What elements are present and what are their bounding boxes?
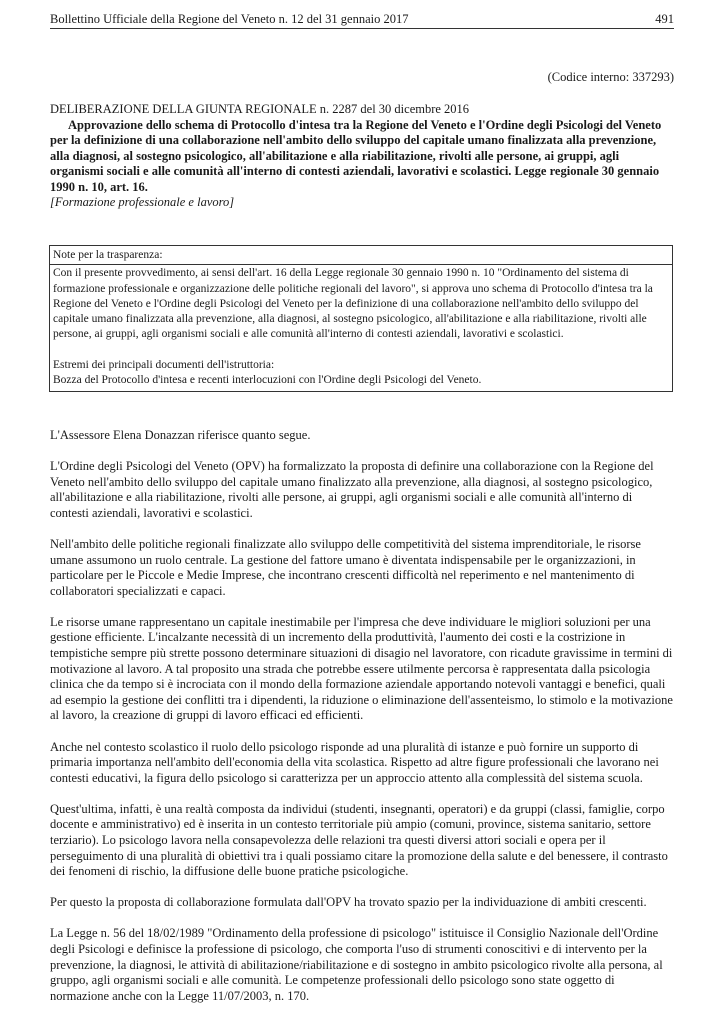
- deliberation-block: [50, 102, 674, 211]
- paragraph: L'Ordine degli Psicologi del Veneto (OPV) ha formalizzato la proposta di definire una collaborazione con la Regione del Veneto nell'ambito dello sviluppo del capitale umano finalizzato alla prevenzione, alla diagnosi, al sostegno psicologico, all'abilitazione e alla riabilitazione, rivolti alle persone, ai gruppi, agli organismi sociali e alle comunità all'interno di contesti aziendali, lavorativi e scolastici.: [50, 459, 654, 520]
- paragraph: Le risorse umane rappresentano un capitale inestimabile per l'impresa che deve individuare le migliori soluzioni per una gestione efficiente. L'incalzante necessità di un incremento della produttività, l'aumento dei costi e la costrizione in tempistiche sempre più strette possono determinare situazioni di disagio nel lavoratore, con ricadute gravissime in termini di motivazione al lavoro. A tal proposito una strada che potrebbe essere utilmente percorsa è rappresentata dalla psicologia clinica che da tempo si è incrociata con il mondo della formazione aziendale apportando notevoli vantaggi e benefici, quali ad esempio la gestione dei conflitti tra i dipendenti, la riduzione o eliminazione dell'assenteismo, lo stimolo e la motivazione al lavoro, la creazione di gruppi di lavoro efficaci ed efficienti.: [50, 614, 673, 723]
- paragraph: Nell'ambito delle politiche regionali finalizzate allo sviluppo delle competitività del sistema imprenditoriale, le risorse umane assumono un ruolo centrale. La gestione del fattore umano è diventata indispensabile per le organizzazioni, in particolare per le Piccole e Medie Imprese, che incontrano crescenti difficoltà nel reperimento e nel mantenimento di collaboratori specializzati e capaci.: [50, 536, 641, 598]
- internal-code: (Codice interno: 337293): [547, 70, 674, 84]
- transparency-notes-text: Con il presente provvedimento, ai sensi dell'art. 16 della Legge regionale 30 gennaio 1990 n. 10 "Ordinamento del sistema di formazione professionale e organizzazione delle politiche regionali del lavoro", si approva uno schema di Protocollo d'intesa tra la Regione del Veneto e l'Ordine degli Psicologi del Veneto per la definizione di una collaborazione nell'ambito dello sviluppo del capitale umano finalizzata alla prevenzione, alla diagnosi, al sostegno psicologico, all'abilitazione e alla riabilitazione, rivolti alle persone, ai gruppi, agli organismi sociali e alle comunità all'interno di contesti aziendali, lavorativi e scolastici.: [53, 267, 653, 341]
- documents-heading: Estremi dei principali documenti dell'istruttoria:: [53, 358, 275, 371]
- paragraph: L'Assessore Elena Donazzan riferisce quanto segue.: [50, 428, 311, 442]
- paragraph: Per questo la proposta di collaborazione formulata dall'OPV ha trovato spazio per la individuazione di ambiti crescenti.: [50, 895, 647, 910]
- transparency-notes-body: [50, 265, 672, 391]
- transparency-notes-heading: Note per la trasparenza:: [50, 246, 672, 265]
- deliberation-title: DELIBERAZIONE DELLA GIUNTA REGIONALE n. 2287 del 30 dicembre 2016: [50, 102, 470, 116]
- bulletin-title: Bollettino Ufficiale della Regione del Veneto n. 12 del 31 gennaio 2017: [50, 12, 409, 26]
- page-header: [50, 10, 674, 29]
- main-text: [50, 428, 674, 1020]
- page-number: 491: [655, 12, 674, 26]
- paragraph: Anche nel contesto scolastico il ruolo dello psicologo risponde ad una pluralità di istanze e può fornire un supporto di primaria importanza nell'ambito dell'economia della vita scolastica. Rispetto ad altre figure professionali che lavorano nei contesti educativi, la figura dello psicologo si caratterizza per un approccio attento alla complessità del sistema scuola.: [50, 739, 659, 785]
- deliberation-subject: Approvazione dello schema di Protocollo d'intesa tra la Regione del Veneto e l'Ordine degli Psicologi del Veneto per la definizione di una collaborazione nell'ambito dello sviluppo del capitale umano finalizzata alla prevenzione, alla diagnosi, al sostegno psicologico, all'abilitazione e alla riabilitazione, rivolti alle persone, ai gruppi, agli organismi sociali e alle comunità all'interno di contesti aziendali, lavorativi e scolastici. Legge regionale 30 gennaio 1990 n. 10, art. 16.: [50, 117, 662, 194]
- paragraph: Quest'ultima, infatti, è una realtà composta da individui (studenti, insegnanti, operatori) e da gruppi (classi, famiglie, corpo docente e amministrativo) ed è inserita in un contesto territoriale più ampio (comuni, province, sistema sanitario, settore terziario). Lo psicologo lavora nella consapevolezza delle relazioni tra questi diversi attori sociali e opera per il perseguimento di una pluralità di obiettivi tra i quali possiamo citare la promozione della salute e del benessere, il contrasto dei fenomeni di rischio, la diffusione delle buone pratiche psicologiche.: [50, 801, 668, 879]
- deliberation-category: [Formazione professionale e lavoro]: [50, 195, 235, 209]
- transparency-notes-box: [49, 245, 673, 392]
- paragraph: La Legge n. 56 del 18/02/1989 "Ordinamento della professione di psicologo" istituisce il Consiglio Nazionale dell'Ordine degli Psicologi e definisce la professione di psicologo, che comporta l'uso di strumenti conoscitivi e di intervento per la prevenzione, la diagnosi, le attività di abilitazione/riabilitazione e di sostegno in ambito psicologico rivolte alla persona, al gruppo, agli organismi sociali e alle comunità. Le competenze professionali dello psicologo sono state oggetto di normazione anche con la Legge 11/07/2003, n. 170.: [50, 926, 663, 1003]
- documents-text: Bozza del Protocollo d'intesa e recenti interlocuzioni con l'Ordine degli Psicologi del Veneto.: [53, 374, 482, 387]
